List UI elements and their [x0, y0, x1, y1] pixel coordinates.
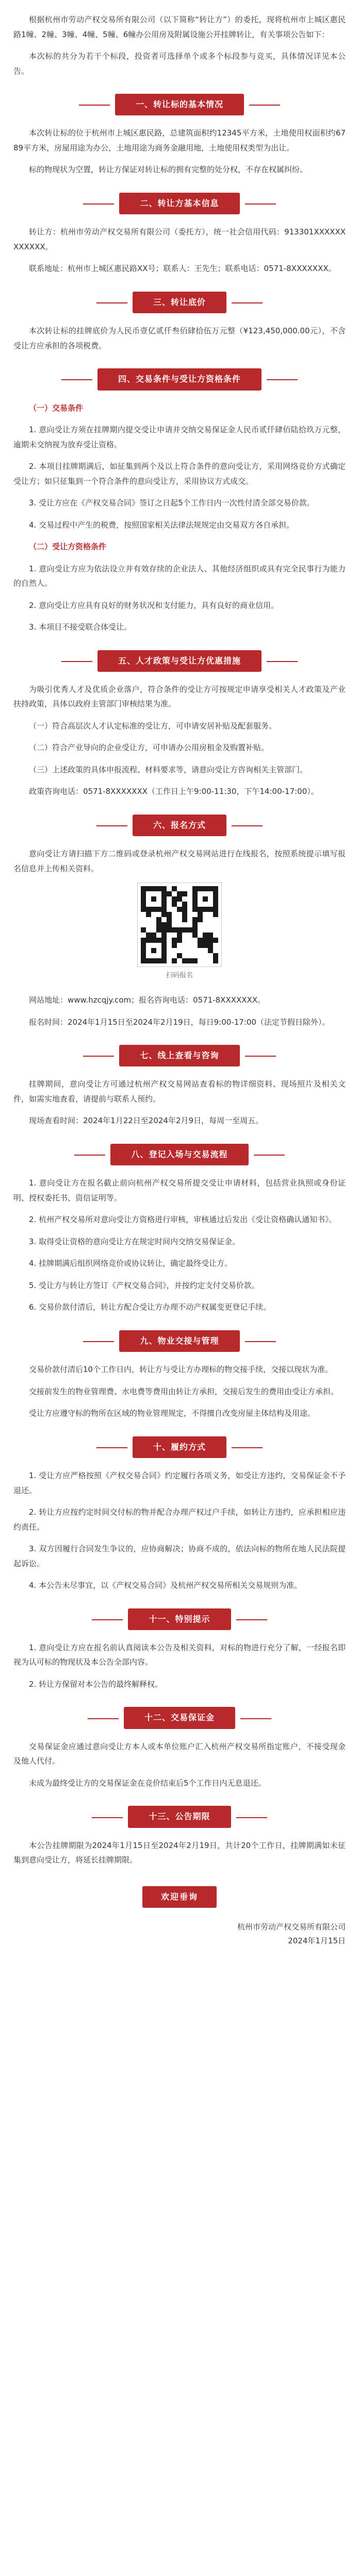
section-12-title: 十二、交易保证金 [124, 1707, 235, 1728]
section-13-paragraph: 本公告挂牌期限为2024年1月15日至2024年2月19日，共计20个工作日，挂牌期满如未征集到意向受让方，将延长挂牌期限。 [13, 1840, 346, 1865]
section-4-paragraph: 1. 意向受让方须在挂牌期内提交受让申请并交纳交易保证金人民币贰仟肆佰陆拾玖万元整，逾期未交纳视为放弃受让资格。 [13, 425, 346, 449]
section-6-paragraph: 网站地址：www.hzcqjy.com；报名咨询电话：0571-8XXXXXXX。 [29, 995, 266, 1005]
section-7-paragraph: 现场查看时间：2024年1月22日至2024年2月9日，每周一至周五。 [29, 1116, 264, 1126]
section-2-paragraph: 转让方：杭州市劳动产权交易所有限公司（委托方），统一社会信用代码：913301XXXXXXXXXXXX。 [13, 227, 346, 251]
section-5-paragraph: 为吸引优秀人才及优质企业落户，符合条件的受让方可按规定申请享受相关人才政策及产业扶持政策，具体以政府主管部门审核结果为准。 [13, 684, 346, 709]
section-4-header [0, 368, 359, 390]
section-10-header [0, 1436, 359, 1458]
section-2-title: 二、转让方基本信息 [119, 193, 239, 214]
section-4-paragraph: 4. 交易过程中产生的税费，按照国家相关法律法规规定由交易双方各自承担。 [29, 520, 295, 530]
sign-organization: 杭州市劳动产权交易所有限公司 [237, 1922, 346, 1932]
section-8-paragraph: 3. 取得受让资格的意向受让方在规定时间内交纳交易保证金。 [29, 1236, 240, 1246]
section-4-paragraph: 2. 意向受让方应具有良好的财务状况和支付能力，具有良好的商业信用。 [29, 600, 279, 610]
section-9-header [0, 1330, 359, 1352]
section-5-header [0, 650, 359, 672]
section-9-paragraph: 交接前发生的物业管理费、水电费等费用由转让方承担，交接后发生的费用由受让方承担。 [29, 1386, 339, 1396]
qr-caption: 扫码报名 [166, 972, 193, 980]
intro-paragraph-2: 本次标的共分为若干个标段，投资者可选择单个或多个标段参与竞买，具体情况详见本公告。 [13, 52, 346, 76]
section-8-paragraph: 6. 交易价款付清后，转让方配合受让方办理不动产权属变更登记手续。 [29, 1302, 271, 1312]
section-9-paragraph: 交易价款付清后10个工作日内，转让方与受让方办理标的物交接手续，交接以现状为准。 [29, 1365, 333, 1375]
section-12-paragraph: 交易保证金应通过意向受让方本人或本单位账户汇入杭州产权交易所指定账户，不接受现金及他人代付。 [13, 1741, 346, 1766]
closing-header [0, 1886, 359, 1908]
section-7-title: 七、线上查看与咨询 [119, 1045, 239, 1066]
section-6-title: 六、报名方式 [133, 815, 226, 836]
section-4-subtitle: （二）受让方资格条件 [29, 542, 107, 552]
section-5-paragraph: （二）符合产业导向的企业受让方，可申请办公用房租金及购置补贴。 [29, 743, 269, 753]
section-10-paragraph: 3. 双方因履行合同发生争议的，应协商解决；协商不成的，依法向标的物所在地人民法院提起诉讼。 [13, 1544, 346, 1568]
section-1-paragraph: 本次转让标的位于杭州市上城区惠民路，总建筑面积约12345平方米，土地使用权面积约6789平方米，房屋用途为办公，土地用途为商务金融用地，土地使用权类型为出让。 [13, 128, 346, 152]
section-9-paragraph: 受让方应遵守标的物所在区域的物业管理规定，不得擅自改变房屋主体结构及用途。 [29, 1409, 316, 1418]
section-8-paragraph: 4. 挂牌期满后组织网络竞价或协议转让，确定最终受让方。 [29, 1259, 233, 1268]
section-6-paragraph: 意向受让方请扫描下方二维码或登录杭州产权交易网站进行在线报名，按照系统提示填写报名信息并上传相关资料。 [13, 849, 346, 873]
section-11-header [0, 1608, 359, 1630]
section-12-header [0, 1707, 359, 1728]
section-2-header [0, 193, 359, 214]
section-5-paragraph: （一）符合高层次人才认定标准的受让方，可申请安居补贴及配套服务。 [29, 721, 277, 731]
section-13-title: 十三、公告期限 [128, 1806, 231, 1827]
closing-title: 欢迎垂询 [142, 1886, 217, 1908]
section-4-subtitle: （一）交易条件 [29, 403, 84, 413]
qr-code-block [0, 883, 359, 967]
section-8-title: 八、登记入场与交易流程 [110, 1144, 248, 1165]
section-12-paragraph: 未成为最终受让方的交易保证金在竞价结束后5个工作日内无息退还。 [29, 1778, 266, 1788]
section-3-title: 三、转让底价 [133, 292, 226, 313]
section-11-paragraph: 2. 转让方保留对本公告的最终解释权。 [29, 1679, 163, 1689]
section-2-paragraph: 联系地址：杭州市上城区惠民路XX号；联系人：王先生；联系电话：0571-8XXXXXXX。 [29, 264, 336, 274]
section-1-paragraph: 标的物现状为空置，转让方保证对转让标的拥有完整的处分权，不存在权属纠纷。 [29, 165, 308, 175]
section-11-paragraph: 1. 意向受让方应在报名前认真阅读本公告及相关资料，对标的物进行充分了解，一经报名即视为认可标的物现状及本公告全部内容。 [13, 1642, 346, 1667]
section-8-paragraph: 1. 意向受让方在报名截止前向杭州产权交易所提交受让申请材料，包括营业执照或身份证明、授权委托书、资信证明等。 [13, 1178, 346, 1202]
section-5-title: 五、人才政策与受让方优惠措施 [97, 650, 262, 672]
section-4-paragraph: 2. 本项目挂牌期满后，如征集到两个及以上符合条件的意向受让方，采用网络竞价方式确定受让方；如只征集到一个符合条件的意向受让方，采用协议方式成交。 [13, 462, 346, 486]
sign-date: 2024年1月15日 [288, 1936, 346, 1946]
section-10-paragraph: 4. 本公告未尽事宜，以《产权交易合同》及杭州产权交易所相关交易规则为准。 [29, 1581, 302, 1590]
section-8-paragraph: 5. 受让方与转让方签订《产权交易合同》，并按约定支付交易价款。 [29, 1280, 259, 1290]
section-9-title: 九、物业交接与管理 [119, 1330, 239, 1352]
intro-paragraph-1: 根据杭州市劳动产权交易所有限公司（以下简称“转让方”）的委托，现将杭州市上城区惠民路1幢、2幢、3幢、4幢、5幢、6幢办公用房及附属设施公开挂牌转让，有关事项公告如下： [13, 15, 346, 39]
section-4-paragraph: 1. 意向受让方应为依法设立并有效存续的企业法人、其他经济组织或具有完全民事行为能力的自然人。 [13, 564, 346, 588]
section-1-header [0, 94, 359, 115]
section-10-paragraph: 2. 转让方应按约定时间交付标的物并配合办理产权过户手续，如转让方违约，应承担相应违约责任。 [13, 1507, 346, 1532]
section-5-paragraph: 政策咨询电话：0571-8XXXXXXX（工作日上午9:00-11:30，下午14:00-17:00）。 [29, 787, 319, 796]
section-6-header [0, 815, 359, 836]
section-8-paragraph: 2. 杭州产权交易所对意向受让方资格进行审核，审核通过后发出《受让资格确认通知书》。 [29, 1215, 337, 1225]
section-6-paragraph: 报名时间：2024年1月15日至2024年2月19日，每日9:00-17:00（法定节假日除外）。 [29, 1017, 330, 1027]
section-4-title: 四、交易条件与受让方资格条件 [97, 368, 262, 390]
section-7-header [0, 1045, 359, 1066]
qr-code-icon[interactable] [138, 883, 221, 967]
section-8-header [0, 1144, 359, 1165]
section-13-header [0, 1806, 359, 1827]
signature-block [13, 1920, 346, 1948]
section-7-paragraph: 挂牌期间，意向受让方可通过杭州产权交易网站查看标的物详细资料、现场照片及相关文件，如需实地查看，请提前与联系人预约。 [13, 1079, 346, 1104]
section-4-paragraph: 3. 本项目不接受联合体受让。 [29, 622, 132, 632]
section-10-paragraph: 1. 受让方应严格按照《产权交易合同》约定履行各项义务，如受让方违约，交易保证金不予退还。 [13, 1471, 346, 1495]
section-10-title: 十、履约方式 [133, 1436, 226, 1458]
section-3-paragraph: 本次转让标的挂牌底价为人民币壹亿贰仟叁佰肆拾伍万元整（¥123,450,000.00元），不含受让方应承担的各项税费。 [13, 326, 346, 350]
section-1-title: 一、转让标的基本情况 [115, 94, 244, 115]
section-4-paragraph: 3. 受让方应在《产权交易合同》签订之日起5个工作日内一次性付清全部交易价款。 [29, 498, 315, 508]
section-3-header [0, 292, 359, 313]
section-5-paragraph: （三）上述政策的具体申报流程、材料要求等，请意向受让方咨询相关主管部门。 [29, 765, 308, 774]
section-11-title: 十一、特别提示 [128, 1608, 231, 1630]
